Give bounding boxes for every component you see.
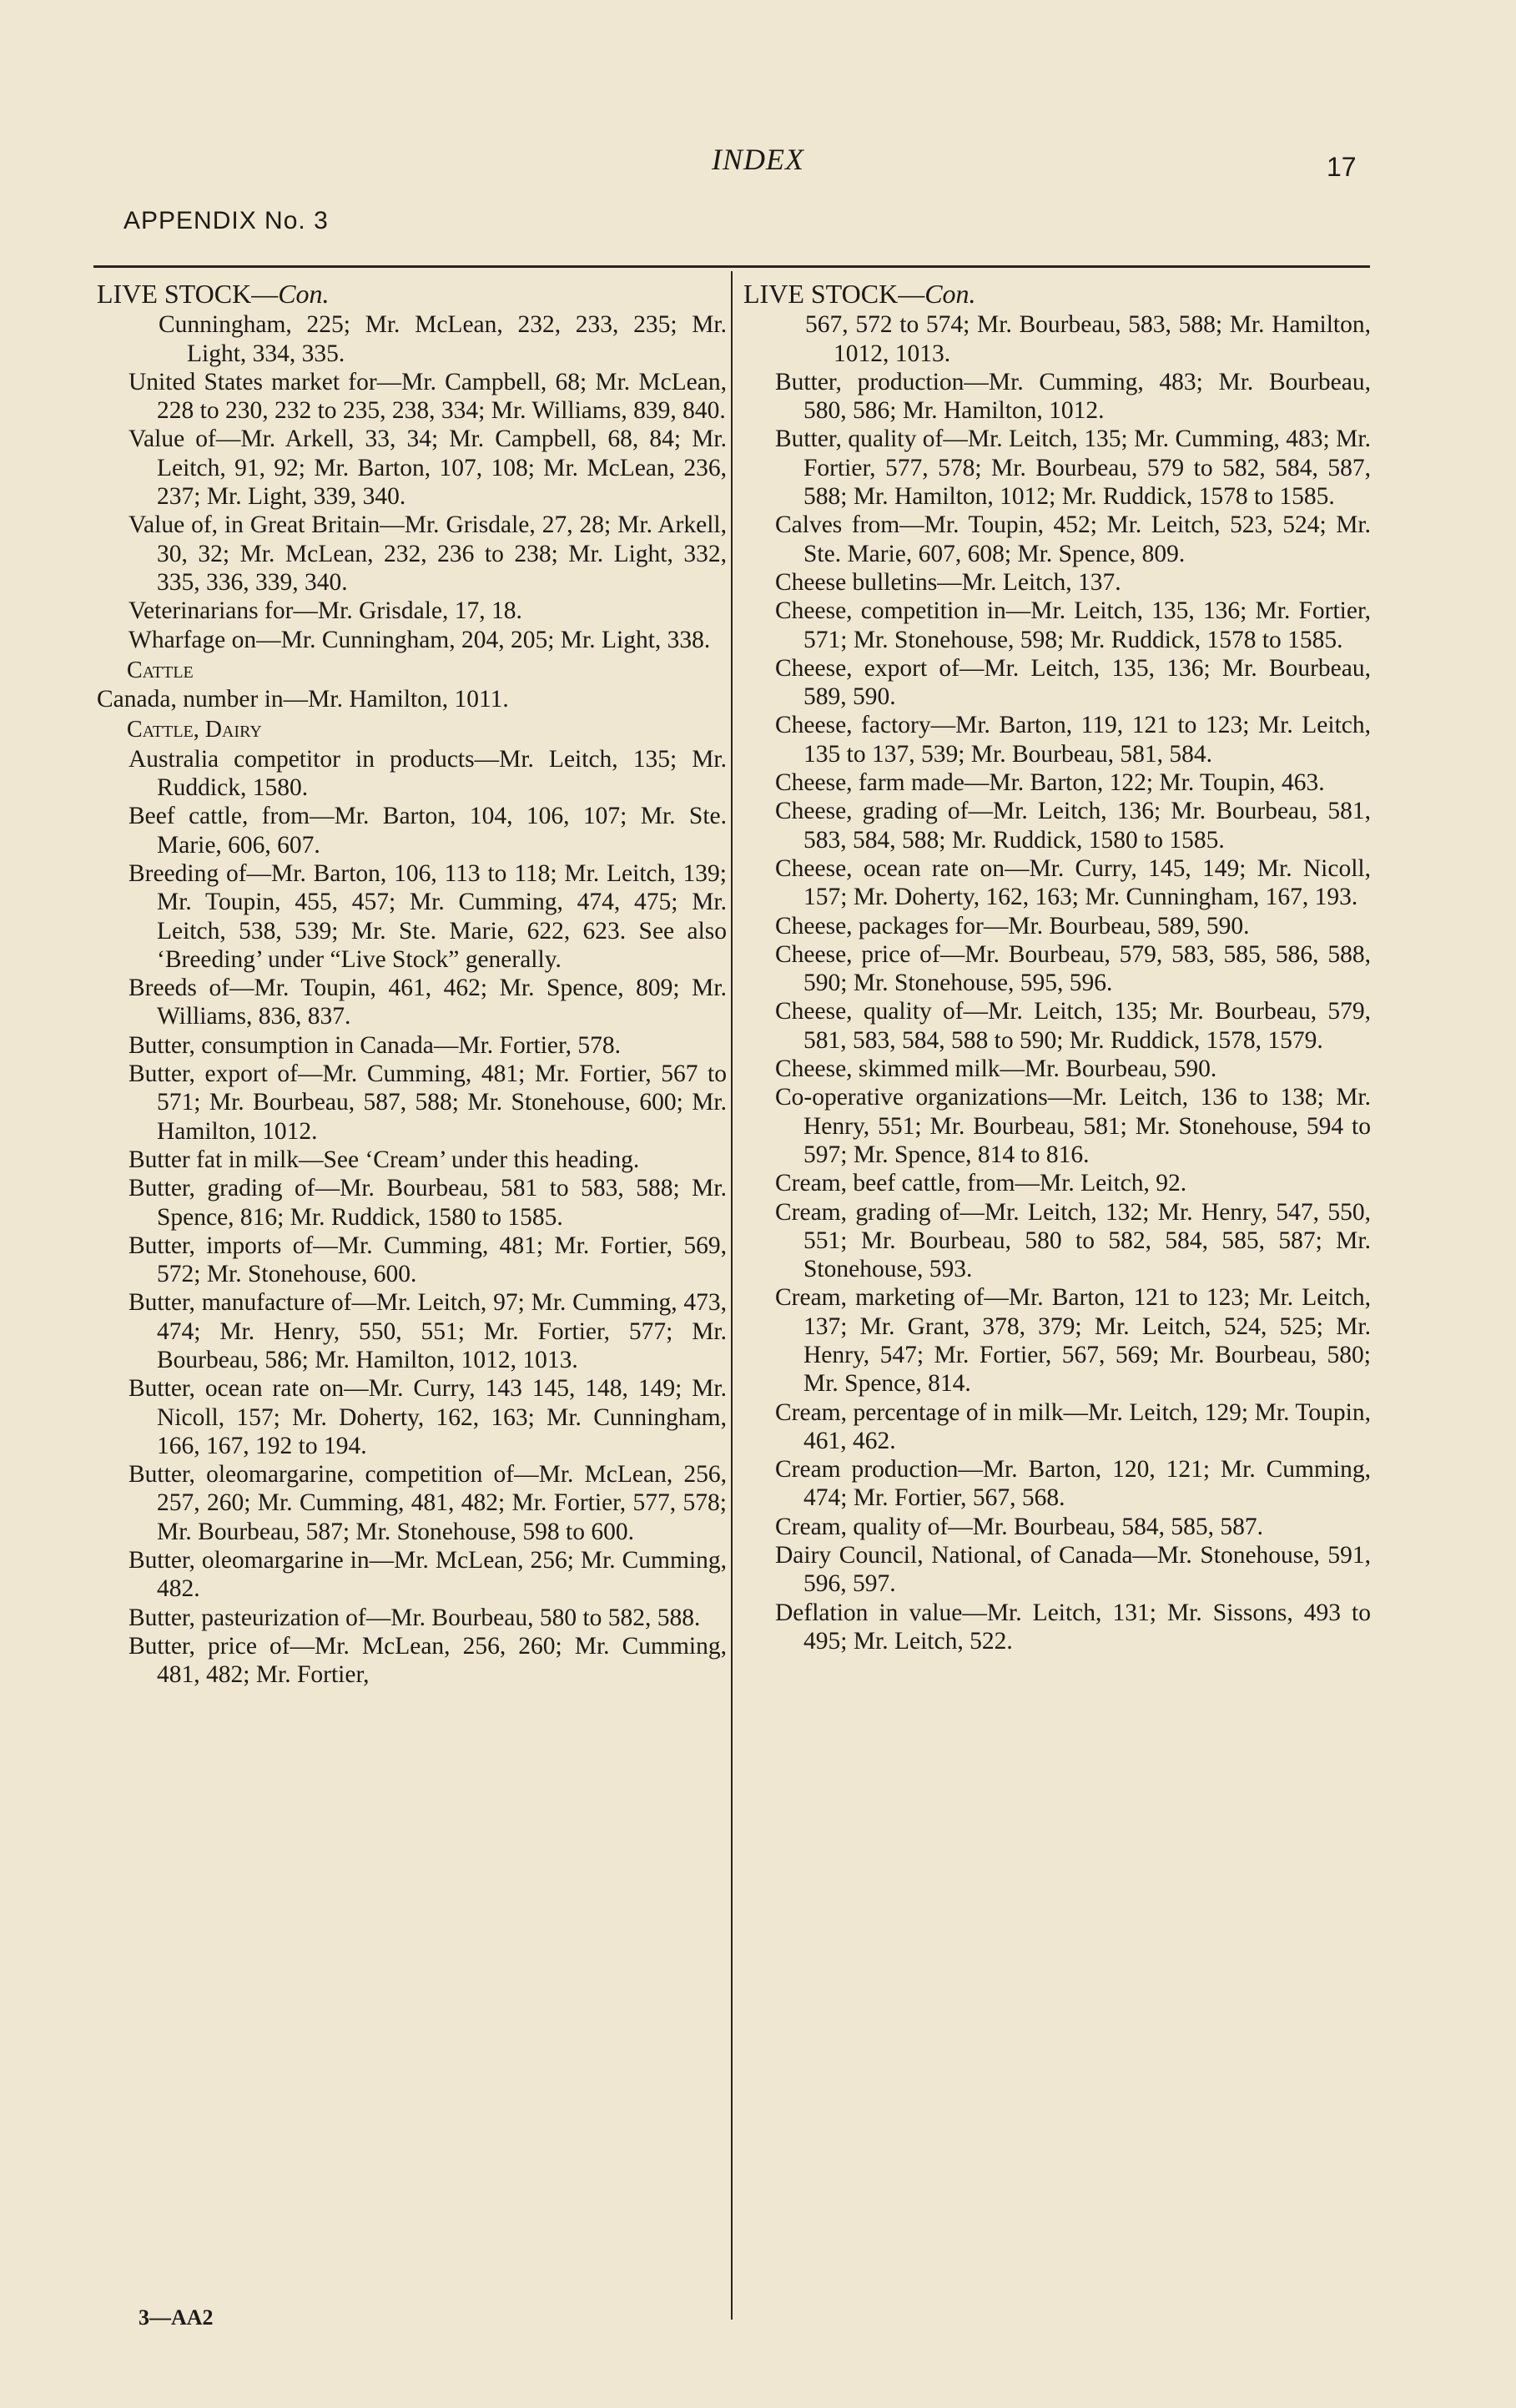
index-entry: Cheese bulletins—Mr. Leitch, 137. xyxy=(775,568,1121,596)
index-entry: Cheese, quality of—Mr. Leitch, 135; Mr. Bourbeau, 579, 581, 583, 584, 588 to 590; Mr. Ruddick, 1578, 1579. xyxy=(775,998,1371,1054)
column-heading xyxy=(743,280,1371,308)
index-entry: Butter, quality of—Mr. Leitch, 135; Mr. Cumming, 483; Mr. Fortier, 577, 578; Mr. Bourbeau, 579 to 582, 584, 587, 588; Mr. Hamilton, 1012; Mr. Ruddick, 1578 to 1585. xyxy=(775,426,1371,511)
index-entry: Co-operative organizations—Mr. Leitch, 136 to 138; Mr. Henry, 551; Mr. Bourbeau, 581; Mr. Stonehouse, 594 to 597; Mr. Spence, 814 to 816. xyxy=(775,1084,1371,1168)
index-entry: Veterinarians for—Mr. Grisdale, 17, 18. xyxy=(128,597,522,625)
index-entry: Butter, export of—Mr. Cumming, 481; Mr. Fortier, 567 to 571; Mr. Bourbeau, 587, 588; Mr. Stonehouse, 600; Mr. Hamilton, 1012. xyxy=(128,1060,727,1145)
index-entry: Butter, production—Mr. Cumming, 483; Mr. Bourbeau, 580, 586; Mr. Hamilton, 1012. xyxy=(775,368,1371,425)
running-title: INDEX xyxy=(712,143,804,176)
index-entry: Butter, oleomargarine, competition of—Mr. McLean, 256, 257, 260; Mr. Cumming, 481, 482; Mr. Fortier, 577, 578; Mr. Bourbeau, 587; Mr. Stonehouse, 598 to 600. xyxy=(128,1461,727,1545)
heading-continued: Con. xyxy=(278,279,330,309)
index-entry: Cheese, export of—Mr. Leitch, 135, 136; Mr. Bourbeau, 589, 590. xyxy=(775,654,1371,711)
index-entry: Cheese, packages for—Mr. Bourbeau, 589, 590. xyxy=(775,912,1250,940)
top-rule xyxy=(93,265,1370,268)
heading-text: LIVE STOCK— xyxy=(97,279,279,309)
index-entry: Butter, manufacture of—Mr. Leitch, 97; Mr. Cumming, 473, 474; Mr. Henry, 550, 551; Mr. Fortier, 577; Mr. Bourbeau, 586; Mr. Hamilton, 1012, 1013. xyxy=(128,1289,727,1373)
index-entry: Butter, price of—Mr. McLean, 256, 260; Mr. Cumming, 481, 482; Mr. Fortier, xyxy=(128,1632,727,1689)
index-entry: Butter, oleomargarine in—Mr. McLean, 256; Mr. Cumming, 482. xyxy=(128,1547,727,1603)
index-entry: Butter fat in milk—See ‘Cream’ under this heading. xyxy=(128,1146,640,1173)
index-entry: Breeds of—Mr. Toupin, 461, 462; Mr. Spence, 809; Mr. Williams, 836, 837. xyxy=(128,975,727,1030)
index-entry: Cream, quality of—Mr. Bourbeau, 584, 585, 587. xyxy=(775,1513,1264,1540)
heading-text: LIVE STOCK— xyxy=(743,279,925,309)
index-entry: Cream, beef cattle, from—Mr. Leitch, 92. xyxy=(775,1170,1187,1197)
signature-mark: 3—AA2 xyxy=(139,2305,214,2330)
index-entry: Cheese, ocean rate on—Mr. Curry, 145, 149; Mr. Nicoll, 157; Mr. Doherty, 162, 163; Mr. Cunningham, 167, 193. xyxy=(775,854,1371,911)
index-entry: Wharfage on—Mr. Cunningham, 204, 205; Mr. Light, 338. xyxy=(128,626,711,653)
page-number: 17 xyxy=(1327,152,1357,182)
index-entry: Breeding of—Mr. Barton, 106, 113 to 118; Mr. Leitch, 139; Mr. Toupin, 455, 457; Mr. Cumming, 474, 475; Mr. Leitch, 538, 539; Mr. Ste. Marie, 622, 623. See also ‘Breeding’ under “Live Stock” generally. xyxy=(128,859,727,973)
index-entry: Cheese, competition in—Mr. Leitch, 135, 136; Mr. Fortier, 571; Mr. Stonehouse, 598; Mr. Ruddick, 1578 to 1585. xyxy=(775,597,1371,653)
index-entry: Cheese, price of—Mr. Bourbeau, 579, 583, 585, 586, 588, 590; Mr. Stonehouse, 595, 596. xyxy=(775,940,1371,997)
heading-continued: Con. xyxy=(924,279,976,309)
left-entries xyxy=(97,310,727,1689)
index-entry-continued: Cunningham, 225; Mr. McLean, 232, 233, 235; Mr. Light, 334, 335. xyxy=(159,311,727,367)
index-entry: Cream, marketing of—Mr. Barton, 121 to 123; Mr. Leitch, 137; Mr. Grant, 378, 379; Mr. Leitch, 524, 525; Mr. Henry, 547; Mr. Fortier, 567, 569; Mr. Bourbeau, 580; Mr. Spence, 814. xyxy=(775,1284,1371,1398)
subject-heading: Cattle xyxy=(127,657,194,683)
column-heading xyxy=(97,280,727,308)
index-entry: Value of, in Great Britain—Mr. Grisdale, 27, 28; Mr. Arkell, 30, 32; Mr. McLean, 232, 236 to 238; Mr. Light, 332, 335, 336, 339, 340. xyxy=(128,511,727,596)
index-entry: Cheese, factory—Mr. Barton, 119, 121 to 123; Mr. Leitch, 135 to 137, 539; Mr. Bourbeau, 581, 584. xyxy=(775,712,1371,768)
index-entry: Cream, percentage of in milk—Mr. Leitch, 129; Mr. Toupin, 461, 462. xyxy=(775,1398,1371,1454)
index-entry: Calves from—Mr. Toupin, 452; Mr. Leitch, 523, 524; Mr. Ste. Marie, 607, 608; Mr. Spence, 809. xyxy=(775,511,1371,567)
index-entry: Value of—Mr. Arkell, 33, 34; Mr. Campbell, 68, 84; Mr. Leitch, 91, 92; Mr. Barton, 107, 108; Mr. McLean, 236, 237; Mr. Light, 339, 340. xyxy=(128,426,727,511)
index-entry: Butter, consumption in Canada—Mr. Fortier, 578. xyxy=(128,1031,622,1059)
index-entry: Cream production—Mr. Barton, 120, 121; Mr. Cumming, 474; Mr. Fortier, 567, 568. xyxy=(775,1456,1371,1512)
index-entry: Cream, grading of—Mr. Leitch, 132; Mr. Henry, 547, 550, 551; Mr. Bourbeau, 580 to 582, 584, 585, 587; Mr. Stonehouse, 593. xyxy=(775,1198,1371,1283)
right-column xyxy=(743,280,1371,1655)
index-entry: Dairy Council, National, of Canada—Mr. Stonehouse, 591, 596, 597. xyxy=(775,1542,1371,1598)
appendix-label: APPENDIX No. 3 xyxy=(123,207,329,234)
subject-heading: Cattle, Dairy xyxy=(127,717,262,743)
index-entry: Butter, ocean rate on—Mr. Curry, 143 145, 148, 149; Mr. Nicoll, 157; Mr. Doherty, 162, 163; Mr. Cunningham, 166, 167, 192 to 194. xyxy=(128,1375,727,1459)
index-entry: Australia competitor in products—Mr. Leitch, 135; Mr. Ruddick, 1580. xyxy=(128,745,727,802)
index-entry: Cheese, grading of—Mr. Leitch, 136; Mr. Bourbeau, 581, 583, 584, 588; Mr. Ruddick, 1580 to 1585. xyxy=(775,798,1371,854)
index-entry: Cheese, farm made—Mr. Barton, 122; Mr. Toupin, 463. xyxy=(775,769,1325,797)
index-entry: Cheese, skimmed milk—Mr. Bourbeau, 590. xyxy=(775,1055,1217,1083)
index-entry: Canada, number in—Mr. Hamilton, 1011. xyxy=(97,686,509,713)
index-entry: Butter, imports of—Mr. Cumming, 481; Mr. Fortier, 569, 572; Mr. Stonehouse, 600. xyxy=(128,1232,727,1288)
index-entry: United States market for—Mr. Campbell, 68; Mr. McLean, 228 to 230, 232 to 235, 238, 334; Mr. Williams, 839, 840. xyxy=(128,368,727,425)
index-entry: Beef cattle, from—Mr. Barton, 104, 106, 107; Mr. Ste. Marie, 606, 607. xyxy=(128,803,727,859)
left-column xyxy=(97,280,727,1690)
index-entry: Butter, pasteurization of—Mr. Bourbeau, 580 to 582, 588. xyxy=(128,1604,701,1631)
index-entry: Deflation in value—Mr. Leitch, 131; Mr. Sissons, 493 to 495; Mr. Leitch, 522. xyxy=(775,1599,1371,1655)
right-entries xyxy=(743,310,1371,1655)
index-entry: Butter, grading of—Mr. Bourbeau, 581 to 583, 588; Mr. Spence, 816; Mr. Ruddick, 1580 to 1585. xyxy=(128,1175,727,1231)
index-entry-continued: 567, 572 to 574; Mr. Bourbeau, 583, 588; Mr. Hamilton, 1012, 1013. xyxy=(805,311,1371,367)
column-divider xyxy=(731,271,733,2320)
